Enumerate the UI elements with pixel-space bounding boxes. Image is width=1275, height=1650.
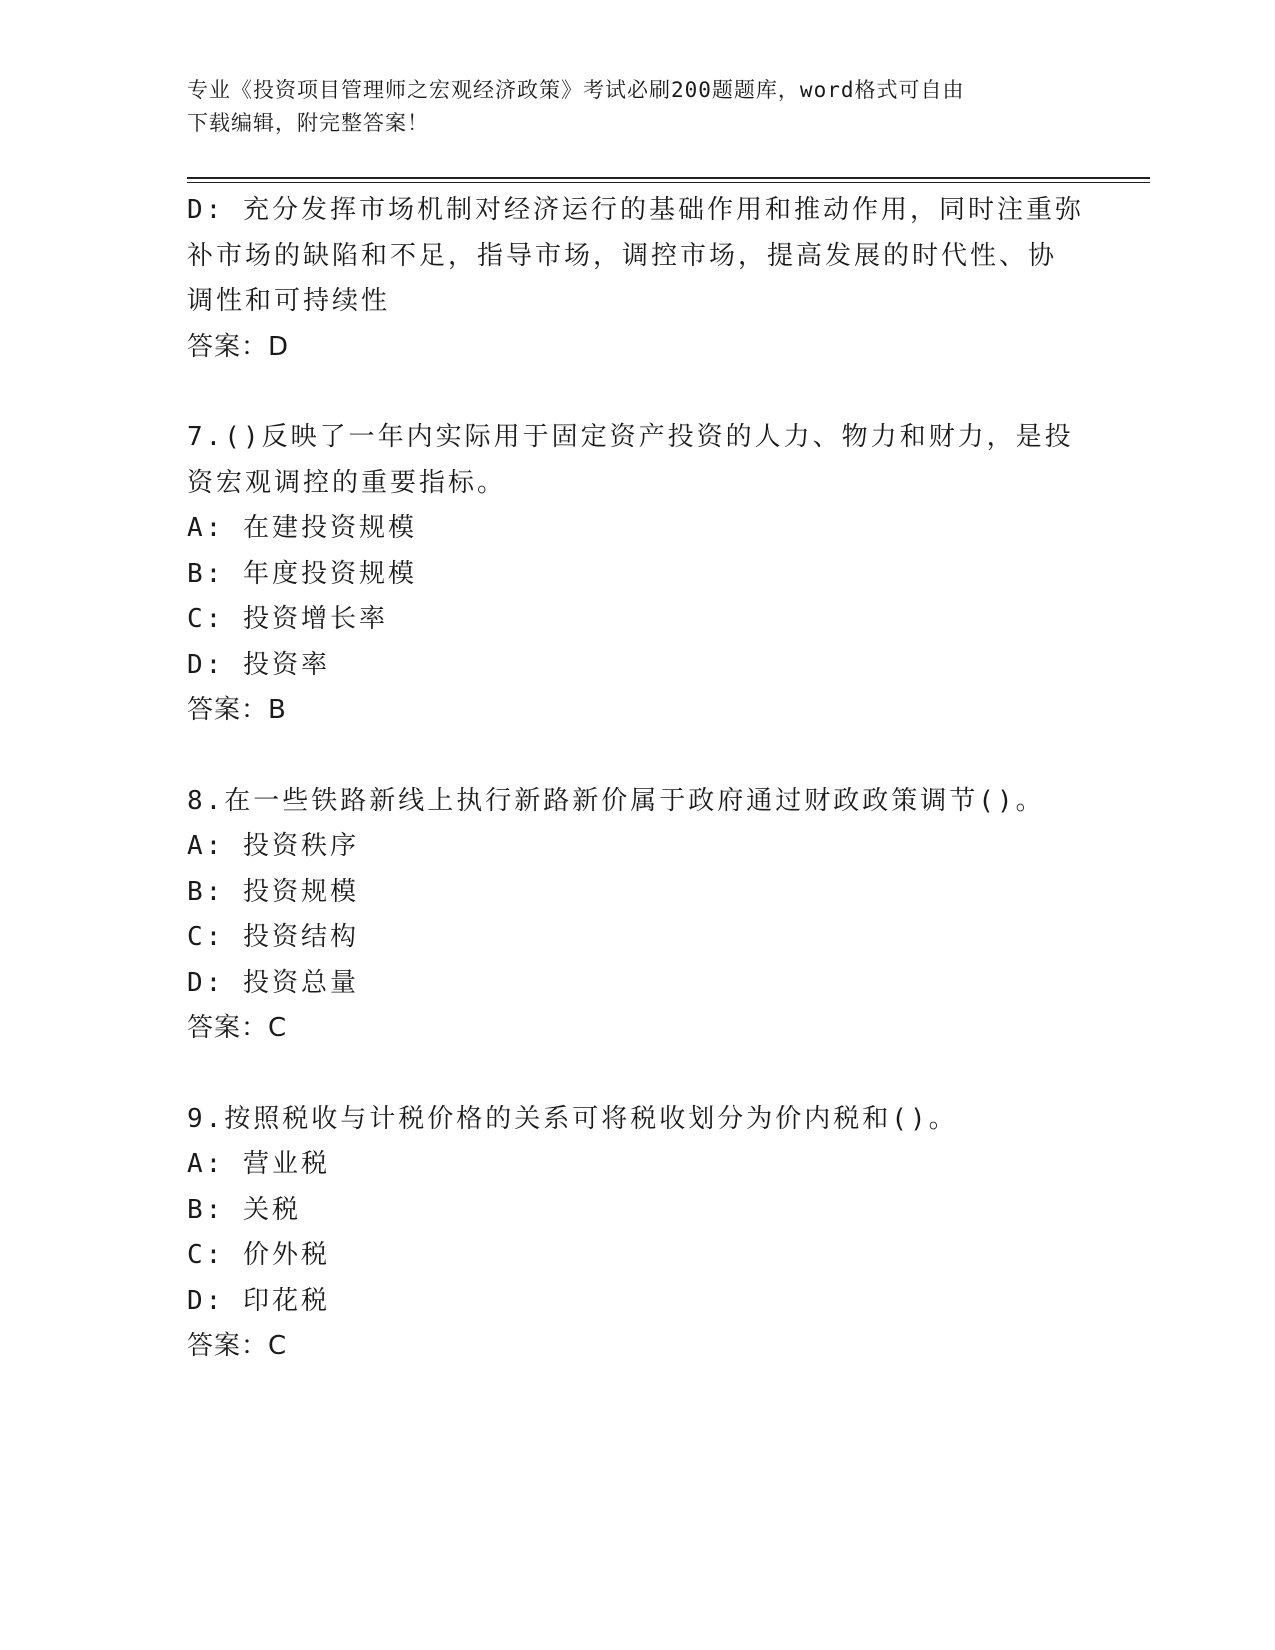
option-c: C: 价外税 (187, 1240, 330, 1270)
answer-line: 答案：D (187, 331, 290, 362)
question-content (187, 188, 1084, 1370)
question-7 (187, 415, 1074, 734)
question-stem-line: 资宏观调控的重要指标。 (187, 467, 507, 498)
question-9 (187, 1097, 1067, 1370)
question-stem-line: 9.按照税收与计税价格的关系可将税收划分为价内税和()。 (187, 1103, 958, 1134)
header-line-2: 下载编辑，附完整答案！ (187, 111, 429, 135)
option-b: B: 年度投资规模 (187, 558, 417, 589)
option-a: A: 营业税 (187, 1149, 330, 1179)
spacer (187, 370, 1067, 415)
option-c: C: 投资增长率 (187, 604, 388, 634)
option-d-line-3: 调性和可持续性 (187, 286, 391, 316)
header-divider-thin (187, 182, 1150, 183)
option-a: A: 投资秩序 (187, 831, 359, 861)
option-d: D: 投资总量 (187, 967, 359, 998)
question-stem-line: 8.在一些铁路新线上执行新路新价属于政府通过财政政策调节()。 (187, 785, 1045, 816)
answer-line: 答案：C (187, 1013, 288, 1043)
question-stem-line: 7.()反映了一年内实际用于固定资产投资的人力、物力和财力，是投 (187, 422, 1074, 452)
option-d-line-2: 补市场的缺陷和不足，指导市场，调控市场，提高发展的时代性、协 (187, 240, 1058, 271)
option-c: C: 投资结构 (187, 922, 359, 952)
option-d: D: 投资率 (187, 649, 330, 680)
option-a: A: 在建投资规模 (187, 513, 417, 543)
answer-line: 答案：C (187, 1331, 288, 1361)
spacer (187, 1052, 1067, 1097)
header-divider-thick (187, 177, 1150, 179)
option-d: D: 印花税 (187, 1285, 330, 1316)
option-b: B: 关税 (187, 1194, 301, 1225)
answer-line: 答案：B (187, 695, 287, 725)
question-8 (187, 779, 1067, 1052)
option-b: B: 投资规模 (187, 876, 359, 907)
document-header (187, 74, 1067, 140)
header-line-1: 专业《投资项目管理师之宏观经济政策》考试必刷200题题库，word格式可自由 (187, 78, 965, 102)
option-d-line-1: D: 充分发挥市场机制对经济运行的基础作用和推动作用，同时注重弥 (187, 195, 1084, 225)
spacer (187, 734, 1067, 779)
previous-question-tail (187, 188, 1084, 370)
